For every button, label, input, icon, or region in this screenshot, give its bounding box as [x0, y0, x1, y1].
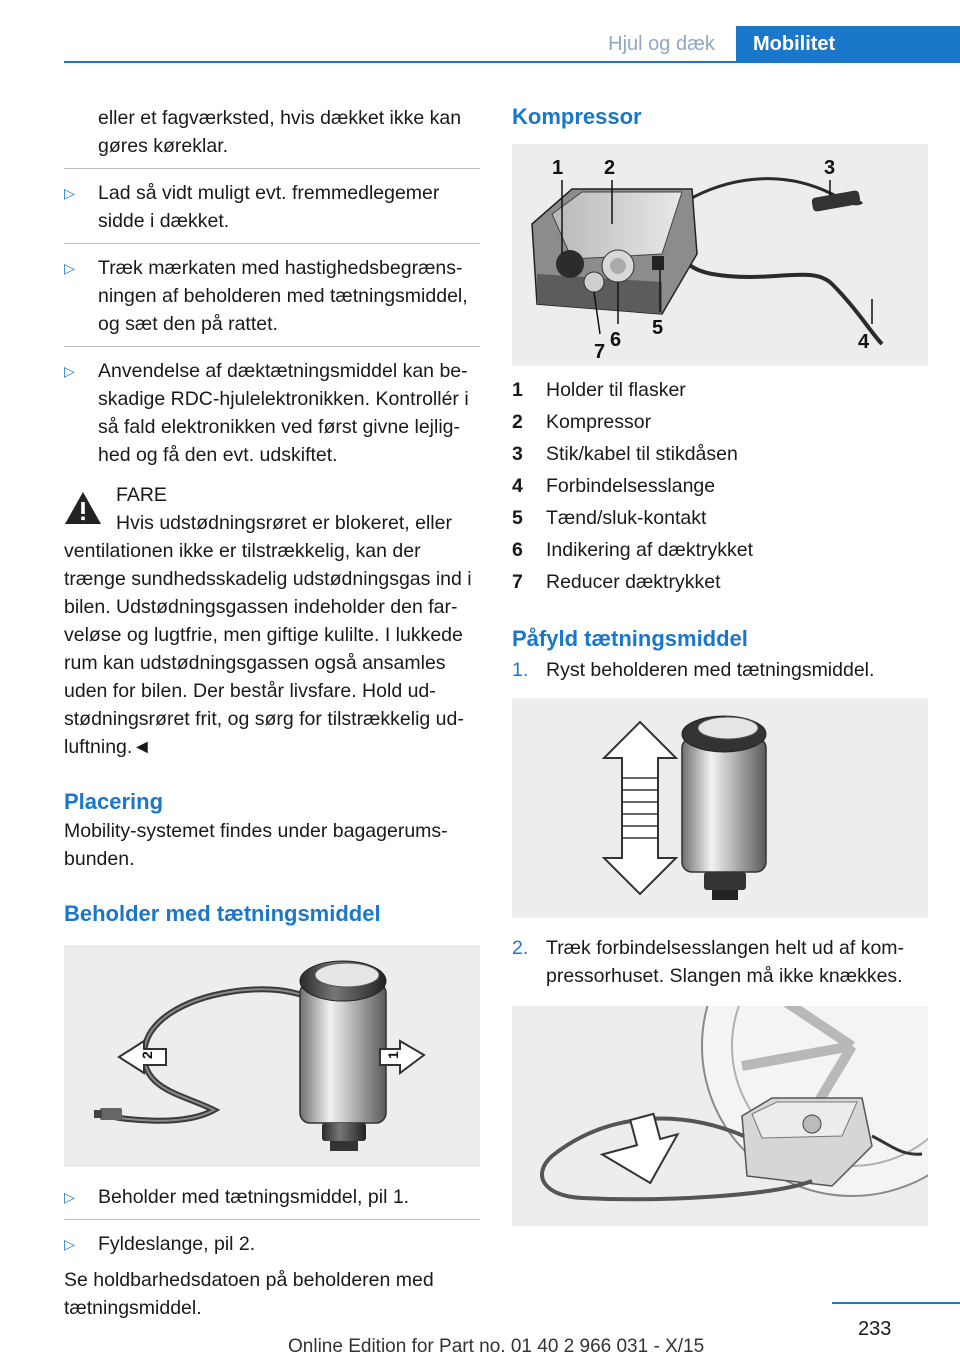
- figure-label: 2: [139, 1051, 155, 1059]
- warning-triangle-icon: [64, 491, 102, 525]
- divider: [64, 243, 480, 244]
- figure-label: 1: [385, 1051, 401, 1059]
- compressor-figure: [512, 144, 928, 366]
- right-column: [512, 102, 928, 1226]
- legend-item: 4 Forbindelsesslange: [512, 475, 716, 497]
- sealant-bottle-illustration: [64, 945, 480, 1167]
- legend-list: [512, 374, 928, 598]
- footer-rule: [832, 1302, 960, 1304]
- shake-bottle-figure: [512, 698, 928, 918]
- divider: [64, 168, 480, 169]
- legend-item: 2 Kompressor: [512, 411, 652, 433]
- step-item: 1. Ryst beholderen med tætningsmiddel.: [512, 659, 875, 681]
- warning-title: FARE: [116, 484, 167, 506]
- warning-box: [64, 481, 480, 761]
- triangle-bullet-icon: ▷: [64, 260, 75, 276]
- page-header: [0, 0, 960, 62]
- compressor-hose-illustration: [512, 1006, 928, 1226]
- legend-item: 1 Holder til flasker: [512, 379, 686, 401]
- compressor-illustration: [512, 144, 928, 366]
- warning-first-line: Hvis udstødningsrøret er blokeret, eller: [116, 512, 452, 534]
- kompressor-heading: Kompressor: [512, 104, 642, 129]
- legend-item: 6 Indikering af dæktrykket: [512, 539, 754, 561]
- bullet-item: ▷ Fyldeslange, pil 2.: [64, 1230, 480, 1258]
- intro-continuation: eller et fagværksted, hvis dækket ikke kan gøres køreklar.: [98, 107, 462, 157]
- bullet-item: ▷ Træk mærkaten med hastighedsbegræns-ningen af beholderen med tætningsmiddel, og sæt den på rattet.: [64, 254, 480, 338]
- compressor-hose-figure: [512, 1006, 928, 1226]
- triangle-bullet-icon: ▷: [64, 1236, 75, 1252]
- figure-label: 7: [594, 341, 606, 363]
- paafyld-heading: Påfyld tætningsmiddel: [512, 626, 748, 651]
- bullet-item: ▷ Beholder med tætningsmiddel, pil 1.: [64, 1183, 480, 1211]
- figure-label: 4: [858, 331, 870, 353]
- page-number: 233: [858, 1318, 892, 1340]
- sealant-bottle-figure: [64, 945, 480, 1167]
- divider: [64, 346, 480, 347]
- bullet-item: ▷ Lad så vidt muligt evt. fremmedlegemer sidde i dækket.: [64, 179, 480, 235]
- figure-label: 6: [610, 329, 622, 351]
- bullet-item: ▷ Anvendelse af dæktætningsmiddel kan be-skadige RDC-hjulelektronikken. Kontrollér i så fald elektronikken ved først givne lejlig-hed og få den evt. udskiftet.: [64, 357, 480, 469]
- beholder-note: Se holdbarhedsdatoen på beholderen med tætningsmiddel.: [64, 1269, 434, 1319]
- legend-item: 5 Tænd/sluk-kontakt: [512, 507, 707, 529]
- warning-text: ventilationen ikke er tilstrækkelig, kan der trænge sundhedsskadelig udstødningsgas ind i bilen. Udstødningsgassen indeholder den far-veløse og lugtfrie, men giftige kulilte. I lukkede rum kan udstødningsgassen også ansamles uden for bilen. Der består livsfare. Hold ud-stødningsrøret frit, og sørg for tilstrækkelig ud-luftning.◄: [64, 540, 472, 758]
- legend-item: 3 Stik/kabel til stikdåsen: [512, 443, 738, 465]
- edition-footer: Online Edition for Part no. 01 40 2 966 031 - X/15: [288, 1336, 705, 1357]
- left-column: [64, 100, 480, 1322]
- figure-label: 3: [824, 157, 836, 179]
- section-tab[interactable]: Hjul og dæk: [608, 33, 715, 55]
- figure-label: 5: [652, 317, 664, 339]
- beholder-heading: Beholder med tætningsmiddel: [64, 901, 381, 926]
- triangle-bullet-icon: ▷: [64, 363, 75, 379]
- placering-heading: Placering: [64, 789, 164, 814]
- triangle-bullet-icon: ▷: [64, 1189, 75, 1205]
- placering-text: Mobility-systemet findes under bagagerums-bunden.: [64, 820, 448, 870]
- legend-item: 7 Reducer dæktrykket: [512, 571, 721, 593]
- figure-label: 2: [604, 157, 616, 179]
- step-item: 2. Træk forbindelsesslangen helt ud af kom-pressorhuset. Slangen må ikke knækkes.: [512, 937, 905, 987]
- header-rule: [64, 61, 960, 63]
- triangle-bullet-icon: ▷: [64, 185, 75, 201]
- chapter-tab[interactable]: Mobilitet: [736, 26, 960, 62]
- shake-bottle-illustration: [512, 698, 928, 918]
- figure-label: 1: [552, 157, 564, 179]
- divider: [64, 1219, 480, 1220]
